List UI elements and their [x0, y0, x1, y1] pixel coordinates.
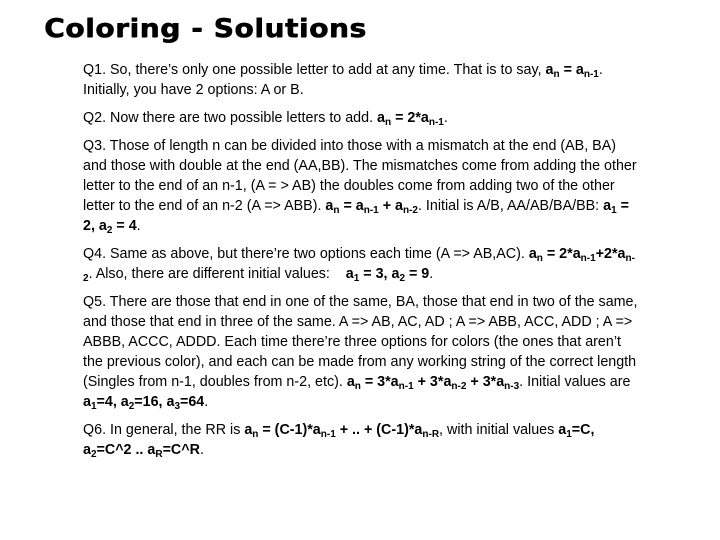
formula-q3: $a_n = a_{n-1} + a_{n-2}$ [325, 198, 418, 216]
initial-values-q6: $a_1=C$, $a_2=C\^{}2$ .. $a_R=C\^{}R$ [83, 422, 595, 460]
answer-q1: Q1. So, there’s only one possible letter to add at any time. That is to say, $a_n = a_{n-1}$. Initially, you have 2 options: A or B. [83, 62, 603, 98]
answer-q2: Q2. Now there are two possible letters to add. $a_n = 2*a_{n-1}$. [83, 110, 448, 128]
formula-q6: $a_n = (C-1)*a_{n-1}$ + .. + $(C-1)*a_{n-R}$ [244, 422, 440, 440]
initial-values-q3: $a_1 = 2$, $a_2 = 4$ [83, 198, 629, 236]
formula-q4: $a_n = 2*a_{n-1}+2*a_{n-2}$ [83, 246, 635, 284]
page-title: Coloring - Solutions [44, 14, 367, 44]
answer-q3: Q3. Those of length n can be divided into those with a mismatch at the end (AB, BA) and those with double at the end (AA,BB). The mismatches come from adding the other letter to the end of an n-1, (A = > AB) the doubles come from adding two of the other letter to the end of an n-2 (A => ABB). $a_n = a_{n-1} + a_{n-2}$. Initial is A/B, AA/AB/BA/BB: $a_1 = 2$, $a_2 = 4$. [83, 138, 637, 236]
answer-q6: Q6. In general, the RR is $a_n = (C-1)*a_{n-1}$ + .. + $(C-1)*a_{n-R}$, with initial values $a_1=C$, $a_2=C\^{}2$ .. $a_R=C\^{}R$. [83, 422, 595, 460]
formula-q5: $a_n = 3*a_{n-1} + 3*a_{n-2} + 3*a_{n-3}$ [346, 374, 520, 392]
solutions-body [83, 60, 643, 468]
formula-q1: $a_n = a_{n-1}$ [545, 62, 599, 80]
answer-q5: Q5. There are those that end in one of the same, BA, those that end in two of the same, and those that end in three of the same. A => AB, AC, AD ; A => ABB, ACC, ADD ; A => ABBB, ACCC, ADDD. Each time there’re three options for colors (the ones that aren’t the previous color), and each can be made from any working string of the correct length (Singles from n-1, doubles from n-2, etc). $a_n = 3*a_{n-1} + 3*a_{n-2} + 3*a_{n-3}$. Initial values are $a_1=4$, $a_2=16$, $a_3=64$. [83, 294, 638, 412]
initial-values-q4: $a_1 = 3$, $a_2 = 9$ [345, 266, 430, 284]
initial-values-q5: $a_1=4$, $a_2=16$, $a_3=64$ [83, 394, 205, 412]
answer-q4: Q4. Same as above, but there’re two options each time (A => AB,AC). $a_n = 2*a_{n-1}+2*a_{n-2}$. Also, there are different initial values: $a_1 = 3$, $a_2 = 9$. [83, 246, 635, 284]
formula-q2: $a_n = 2*a_{n-1}$ [377, 110, 444, 128]
